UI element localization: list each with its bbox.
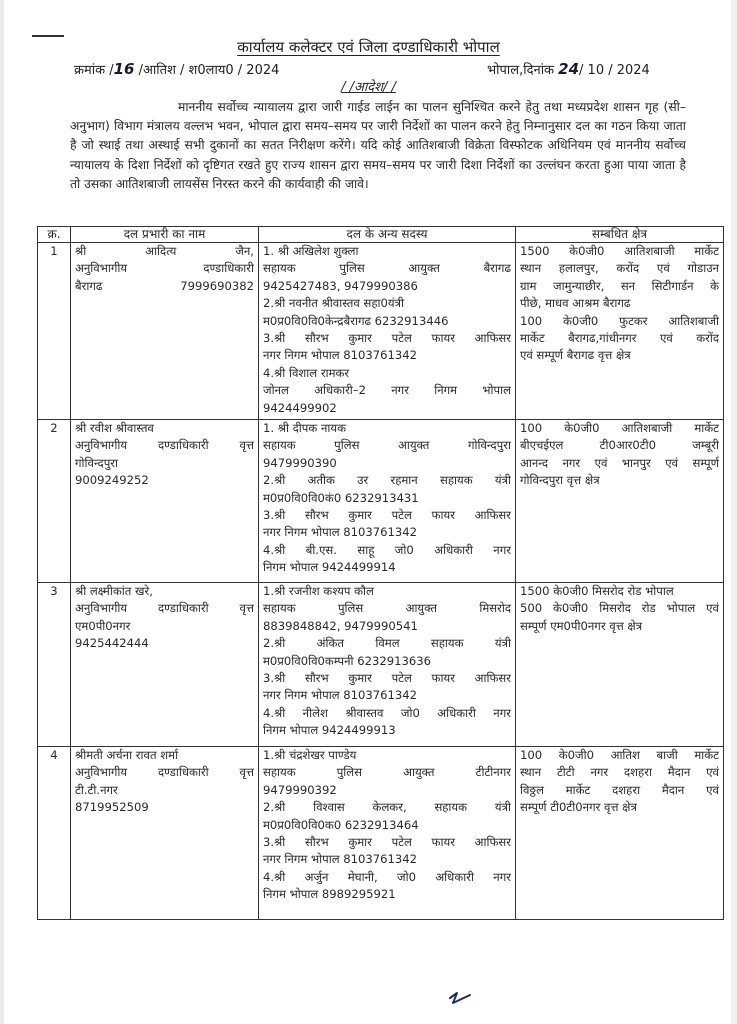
team-members-line: 2.श्री अंकित विमल सहायक यंत्री <box>263 636 511 651</box>
office-title: कार्यालय कलेक्टर एवं जिला दण्डाधिकारी भोपाल <box>237 38 500 56</box>
assigned-zone <box>516 243 724 420</box>
page-edge-right <box>731 0 737 1024</box>
table-row <box>38 420 724 583</box>
order-heading: / /आदेश/ / <box>341 80 396 95</box>
team-members-line: निगम भोपाल 9424499914 <box>263 560 396 575</box>
assigned-zone-line: 500 के0जी0 मिसरोद रोड भोपाल एवं <box>520 601 719 616</box>
team-members-line: 9424499902 <box>263 400 337 415</box>
team-members-line: नगर निगम भोपाल 8103761342 <box>263 348 418 363</box>
header-zone: सम्बधित क्षेत्र <box>516 227 724 243</box>
team-members-line: 1. श्री दीपक नायक <box>263 421 347 435</box>
serial-number: 3 <box>38 583 71 747</box>
serial-number: 1 <box>38 243 71 420</box>
team-members-line: सहायक पुलिस आयुक्त टीटीनगर <box>263 765 511 780</box>
team-incharge-line: अनुविभागीय दण्डाधिकारी वृत्त <box>75 601 254 616</box>
team-members-line: 8839848842, 9479990541 <box>263 618 418 633</box>
header-incharge: दल प्रभारी का नाम <box>71 227 259 243</box>
team-members-line: म0प्र0वि0वि0कं0 6232913431 <box>263 490 419 505</box>
assigned-zone-line: आनन्द नगर एवं भानपुर एवं सम्पूर्ण <box>520 455 719 470</box>
team-members <box>259 243 516 420</box>
team-members-line: 3.श्री सौरभ कुमार पटेल फायर आफिसर <box>263 508 511 523</box>
team-members-line: 2.श्री नवनीत श्रीवास्तव सहा0यंत्री <box>263 296 404 311</box>
assigned-zone-line: ग्राम जामुन्याछीर, सन सिटीगार्डन के <box>520 278 719 293</box>
table-body <box>38 243 724 920</box>
assigned-zone-line: एवं सम्पूर्ण बैरागढ वृत्त क्षेत्र <box>520 348 631 363</box>
team-incharge-line: 9009249252 <box>75 473 149 488</box>
team-members-line: म0प्र0वि0वि0केन्द्रबैरागढ 6232913446 <box>263 313 449 328</box>
team-members-line: 3.श्री सौरभ कुमार पटेल फायर आफिसर <box>263 835 511 850</box>
assigned-zone-line: स्थान टीटी नगर दशहरा मैदान एवं <box>520 765 719 780</box>
team-members-line: 3.श्री सौरभ कुमार पटेल फायर आफिसर <box>263 671 511 686</box>
assigned-zone <box>516 420 724 583</box>
team-members-line: 9425427483, 9479990386 <box>263 278 418 293</box>
header-serial: क्र. <box>38 227 71 243</box>
team-table <box>37 226 724 920</box>
ref-number-handwritten: 16 <box>113 60 135 78</box>
team-members-line: 9479990392 <box>263 782 337 797</box>
reference-number: क्रमांक /16 /आतिश / श0लाय0 / 2024 <box>74 60 280 78</box>
assigned-zone-line: स्थान हलालपुर, करोंद एवं गोडाउन <box>520 261 719 276</box>
team-incharge-line: टी.टी.नगर <box>75 782 118 797</box>
assigned-zone-line: गोविन्दपुरा वृत्त क्षेत्र <box>520 473 600 488</box>
assigned-zone-line: मार्केट बैरागढ,गांधीनगर एवं करोंद <box>520 331 719 346</box>
team-incharge <box>71 583 259 747</box>
assigned-zone <box>516 747 724 920</box>
team-incharge-line: अनुविभागीय दण्डाधिकारी वृत्त <box>75 438 254 453</box>
team-incharge-line: गोविन्दपुरा <box>75 455 119 470</box>
assigned-zone-line: बीएचईएल टी0आर0टी0 जम्बूरी <box>520 438 719 453</box>
serial-number: 2 <box>38 420 71 583</box>
assigned-zone-line: 100 के0जी0 आतिशबाजी मार्केट <box>520 421 719 435</box>
team-members-line: नगर निगम भोपाल 8103761342 <box>263 852 418 867</box>
place-date: भोपाल,दिनांक 24/ 10 / 2024 <box>487 60 650 78</box>
order-body-text: माननीय सर्वोच्च न्यायालय द्वारा जारी गाईड लाईन का पालन सुनिश्चित करने हेतु तथा मध्यप्रदेश शासन गृह (सी–अनुभाग) विभाग मंत्रालय वल्लभ भवन, भोपाल द्वारा समय–समय पर जारी निर्देशों का पालन करने हेतु निम्नानुसार दल का गठन किया जाता है जो स्थाई तथा अस्थाई सभी दुकानों का सतत निरीक्षण करेंगे। यदि कोई आतिशबाजी विक्रेता विस्फोटक अधिनियम एवं माननीय सर्वोच्च न्यायालय के दिशा निर्देशों को दृष्टिगत रखते हुए राज्य शासन द्वारा समय–समय पर जारी दिशा निर्देशों का उल्लंघन करता हुआ पाया जाता है तो उसका आतिशबाजी लायसेंस निरस्त करने की कार्यवाही की जावे। <box>70 100 686 191</box>
team-members-line: 2.श्री विश्वास केलकर, सहायक यंत्री <box>263 800 511 815</box>
team-members-line: 3.श्री सौरभ कुमार पटेल फायर आफिसर <box>263 331 511 346</box>
team-members <box>259 747 516 920</box>
assigned-zone-line: विठ्ठल मार्केट दशहरा मैदान एवं <box>520 782 719 797</box>
date-day-handwritten: 24 <box>558 60 580 78</box>
table-header-row <box>38 227 724 243</box>
assigned-zone-line: पीछे, माधव आश्रम बैरागढ <box>520 296 631 311</box>
team-members-line: सहायक पुलिस आयुक्त बैरागढ <box>263 261 511 276</box>
team-members-line: 2.श्री अतीक उर रहमान सहायक यंत्री <box>263 473 511 488</box>
team-members-line: जोनल अधिकारी–2 नगर निगम भोपाल <box>263 383 511 398</box>
team-incharge <box>71 420 259 583</box>
team-members-line: 1.श्री रजनीश कश्यप कौल <box>263 584 374 598</box>
assigned-zone-line: सम्पूर्ण एम0पी0नगर वृत्त क्षेत्र <box>520 618 643 633</box>
margin-dash <box>32 35 64 37</box>
team-members-line: म0प्र0वि0वि0कम्पनी 6232913636 <box>263 653 432 668</box>
team-members-line: 4.श्री नीलेश श्रीवास्तव जो0 अधिकारी नगर <box>263 705 511 720</box>
team-members-line: 4.श्री अर्जुन मेघानी, जो0 अधिकारी नगर <box>263 869 511 884</box>
table-row <box>38 243 724 420</box>
assigned-zone-line: सम्पूर्ण टी0टी0नगर वृत्त क्षेत्र <box>520 800 637 815</box>
team-members-line: 4.श्री बी.एस. साहू जो0 अधिकारी नगर <box>263 542 511 557</box>
team-incharge <box>71 243 259 420</box>
team-members-line: 1.श्री चंद्रशेखर पाण्डेय <box>263 748 357 762</box>
team-incharge-line: 9425442444 <box>75 636 149 651</box>
team-members-line: निगम भोपाल 9424499913 <box>263 723 396 738</box>
page-edge-left <box>0 0 4 1024</box>
team-members-line: सहायक पुलिस आयुक्त गोविन्दपुरा <box>263 438 511 453</box>
assigned-zone-line: 100 के0जी0 फुटकर आतिशबाजी <box>520 313 719 328</box>
assigned-zone-line: 1500 के0जी0 मिसरोद रोड भोपाल <box>520 584 674 598</box>
assigned-zone <box>516 583 724 747</box>
team-incharge-line: अनुविभागीय दण्डाधिकारी वृत्त <box>75 765 254 780</box>
team-members-line: नगर निगम भोपाल 8103761342 <box>263 525 418 540</box>
team-incharge-line: श्री लक्ष्मीकांत खरे, <box>75 584 153 598</box>
team-incharge-line: बैरागढ 7999690382 <box>75 278 254 293</box>
team-incharge-line: श्री रवीश श्रीवास्तव <box>75 421 154 435</box>
team-incharge-line: श्रीमती अर्चना रावत शर्मा <box>75 748 179 762</box>
table-row <box>38 583 724 747</box>
team-members-line: 4.श्री विशाल रामकर <box>263 365 350 380</box>
team-members <box>259 583 516 747</box>
team-members-line: म0प्र0वि0वि0क0 6232913464 <box>263 817 419 832</box>
team-incharge-line: श्री आदित्य जैन, <box>75 244 254 258</box>
assigned-zone-line: 1500 के0जी0 आतिशबाजी मार्केट <box>520 244 719 258</box>
table-row <box>38 747 724 920</box>
header-members: दल के अन्य सदस्य <box>259 227 516 243</box>
team-members <box>259 420 516 583</box>
serial-number: 4 <box>38 747 71 920</box>
team-incharge-line: 8719952509 <box>75 800 149 815</box>
team-incharge-line: एम0पी0नगर <box>75 618 131 633</box>
team-members-line: 1. श्री अखिलेश शुक्ला <box>263 244 359 258</box>
signature-mark <box>448 990 472 1006</box>
team-members-line: निगम भोपाल 8989295921 <box>263 887 396 902</box>
team-incharge-line: अनुविभागीय दण्डाधिकारी <box>75 261 254 276</box>
team-members-line: 9479990390 <box>263 455 337 470</box>
team-members-line: सहायक पुलिस आयुक्त मिसरोद <box>263 601 511 616</box>
team-members-line: नगर निगम भोपाल 8103761342 <box>263 688 418 703</box>
assigned-zone-line: 100 के0जी0 आतिश बाजी मार्केट <box>520 748 719 762</box>
team-incharge <box>71 747 259 920</box>
